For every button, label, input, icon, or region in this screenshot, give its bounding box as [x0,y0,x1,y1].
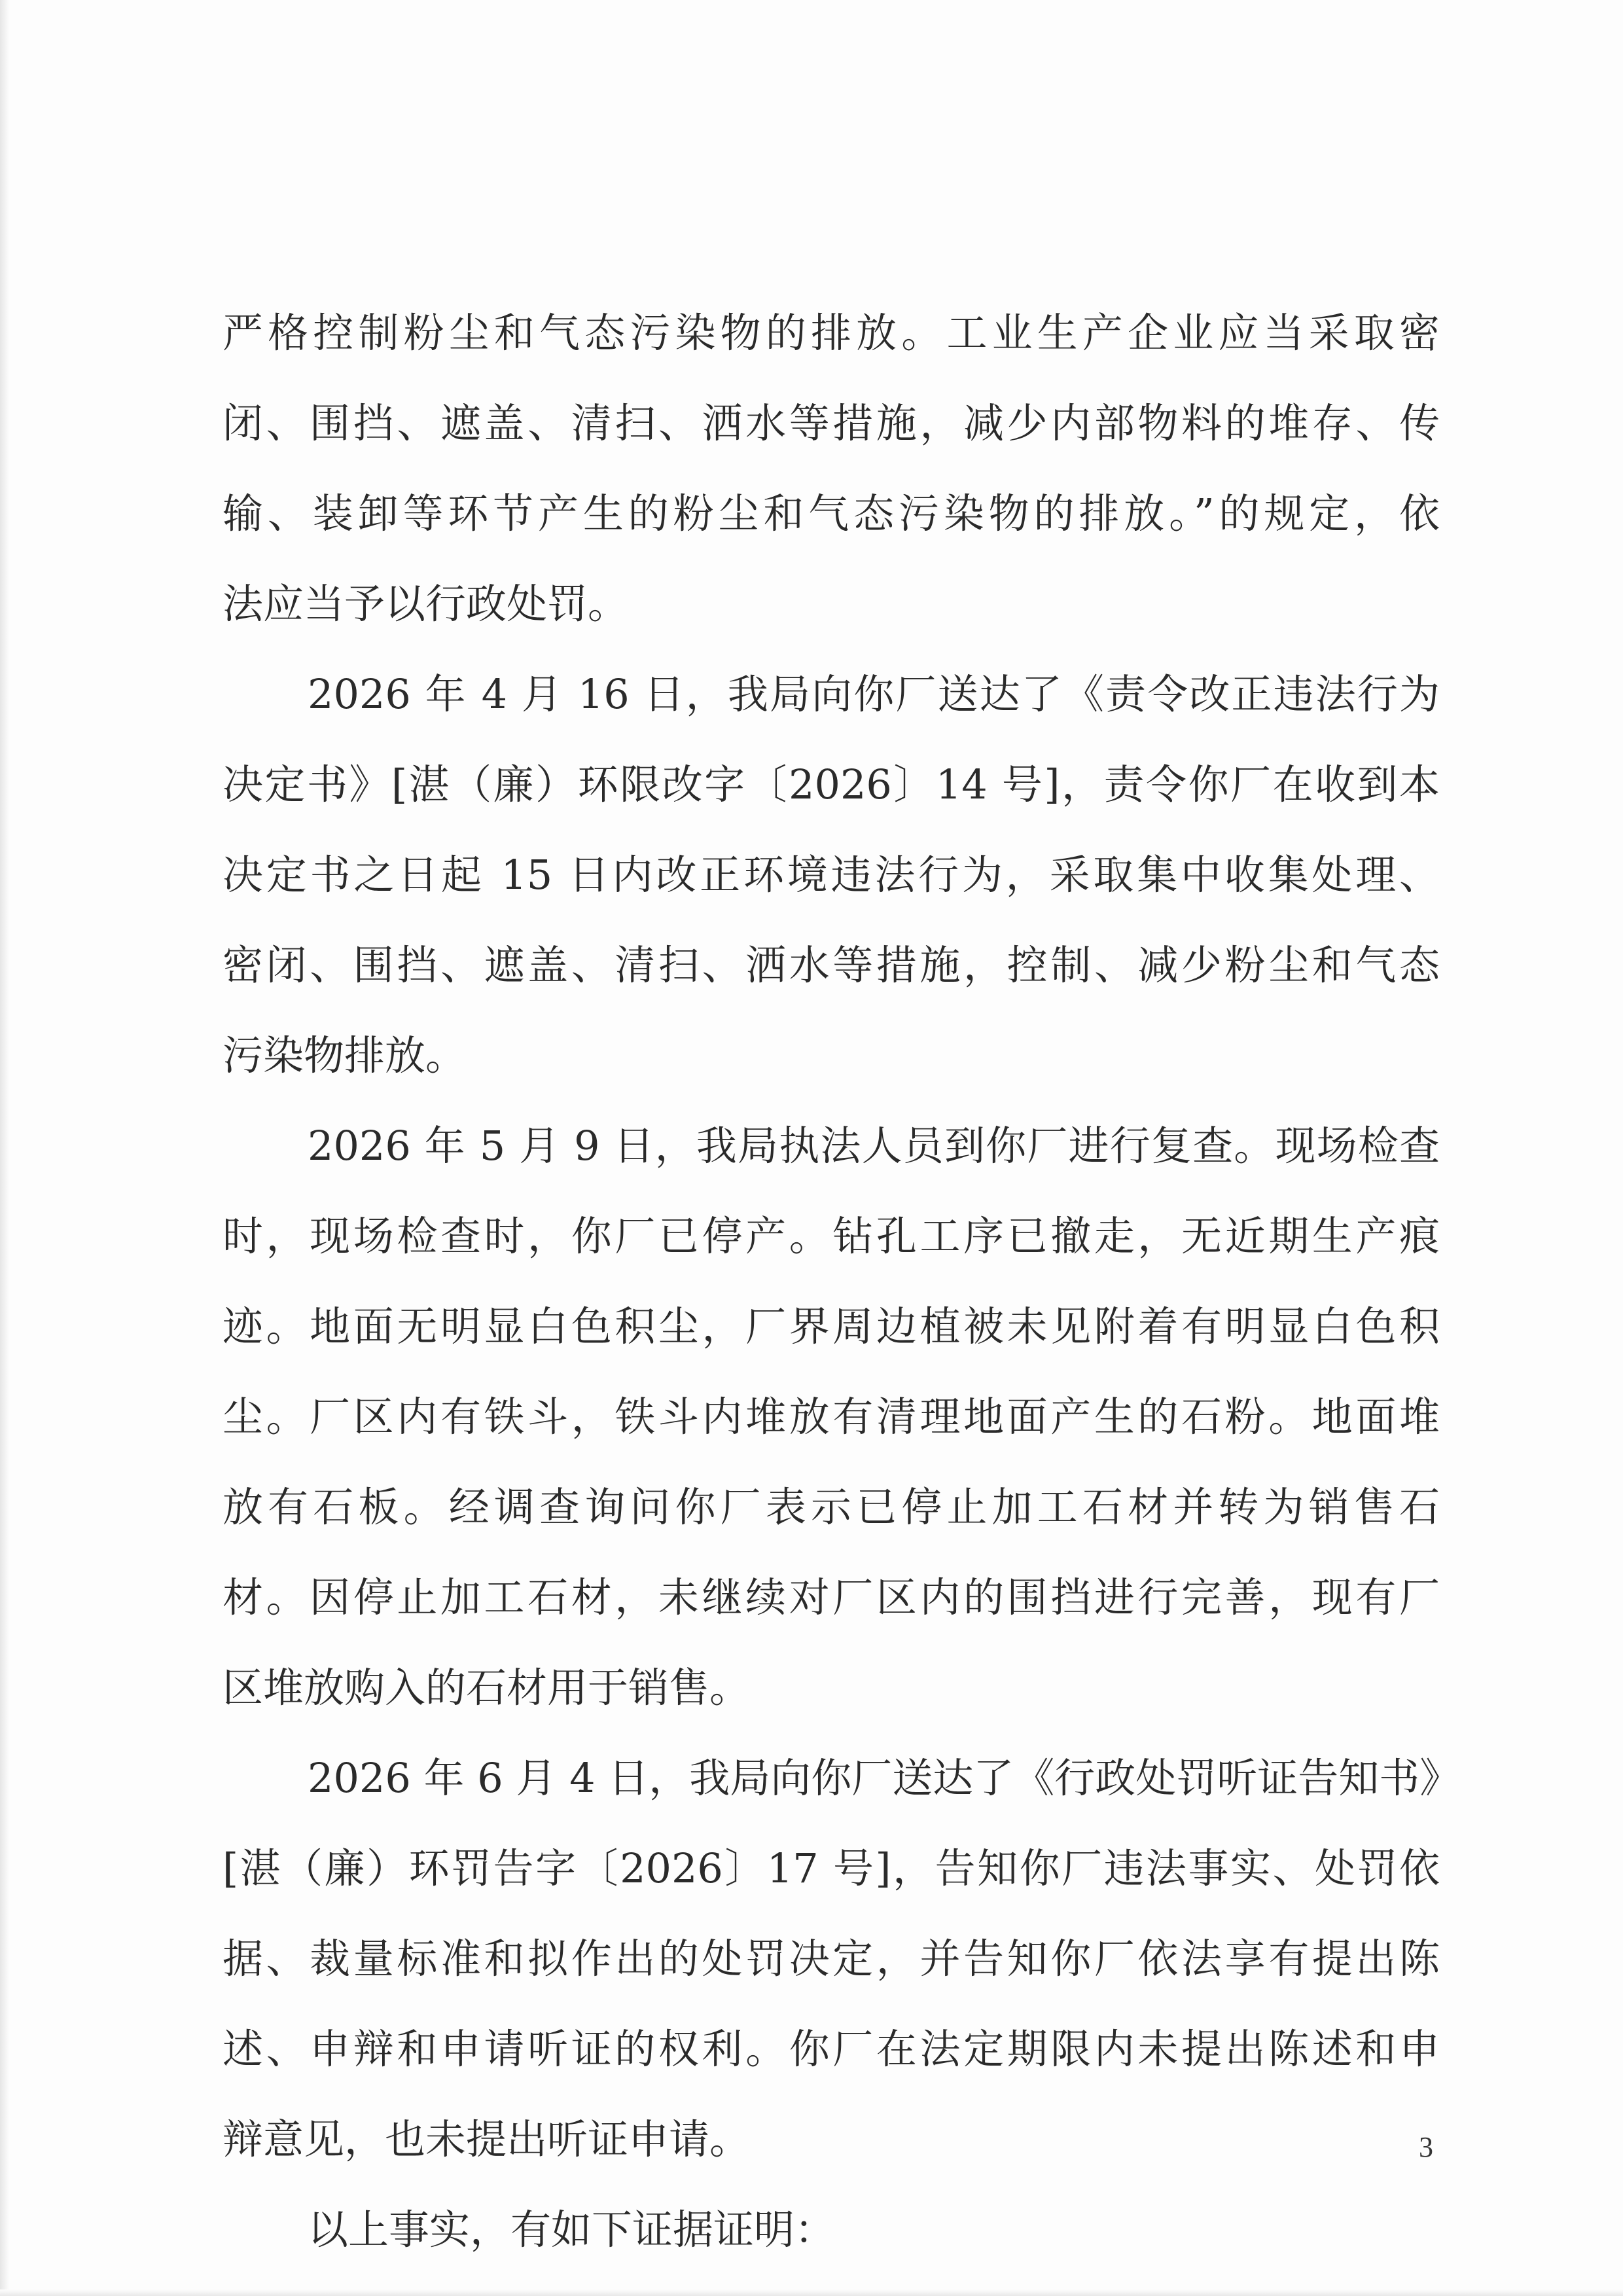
text-line: 区堆放购入的石材用于销售。 [223,1664,751,1712]
scan-edge-bottom [0,2289,1623,2296]
text-line: 决定书》[湛（廉）环限改字〔2026〕14 号]，责令你厂在收到本 [223,761,1440,808]
text-line: 2026 年 5 月 9 日，我局执法人员到你厂进行复查。现场检查 [308,1122,1440,1170]
text-line: 密闭、围挡、遮盖、清扫、洒水等措施，控制、减少粉尘和气态 [223,941,1440,989]
text-line: 严格控制粉尘和气态污染物的排放。工业生产企业应当采取密 [223,309,1440,357]
text-line: 2026 年 4 月 16 日，我局向你厂送达了《责令改正违法行为 [308,670,1440,718]
text-line: 决定书之日起 15 日内改正环境违法行为，采取集中收集处理、 [223,851,1440,899]
text-line: [湛（廉）环罚告字〔2026〕17 号]，告知你厂违法事实、处罚依 [223,1844,1440,1892]
text-line: 以上事实，有如下证据证明： [308,2206,836,2253]
text-line: 尘。厂区内有铁斗，铁斗内堆放有清理地面产生的石粉。地面堆 [223,1393,1440,1441]
text-line: 述、申辩和申请听证的权利。你厂在法定期限内未提出陈述和申 [223,2025,1440,2073]
text-line: 闭、围挡、遮盖、清扫、洒水等措施，减少内部物料的堆存、传 [223,399,1440,447]
document-body [223,288,1461,2275]
text-line: 法应当予以行政处罚。 [223,580,629,628]
text-line: 辩意见，也未提出听证申请。 [223,2115,751,2163]
text-line: 2026 年 6 月 4 日，我局向你厂送达了《行政处罚听证告知书》 [308,1754,1461,1802]
scan-edge-left [0,0,9,2296]
text-line: 输、装卸等环节产生的粉尘和气态污染物的排放。”的规定，依 [223,490,1440,537]
text-line: 据、裁量标准和拟作出的处罚决定，并告知你厂依法享有提出陈 [223,1935,1440,1982]
text-line: 放有石板。经调查询问你厂表示已停止加工石材并转为销售石 [223,1483,1440,1531]
text-line: 时，现场检查时，你厂已停产。钻孔工序已撤走，无近期生产痕 [223,1212,1440,1260]
text-line: 材。因停止加工石材，未继续对厂区内的围挡进行完善，现有厂 [223,1573,1440,1621]
text-line: 污染物排放。 [223,1031,467,1079]
text-line: 迹。地面无明显白色积尘，厂界周边植被未见附着有明显白色积 [223,1302,1440,1350]
page-number: 3 [1419,2131,1433,2163]
